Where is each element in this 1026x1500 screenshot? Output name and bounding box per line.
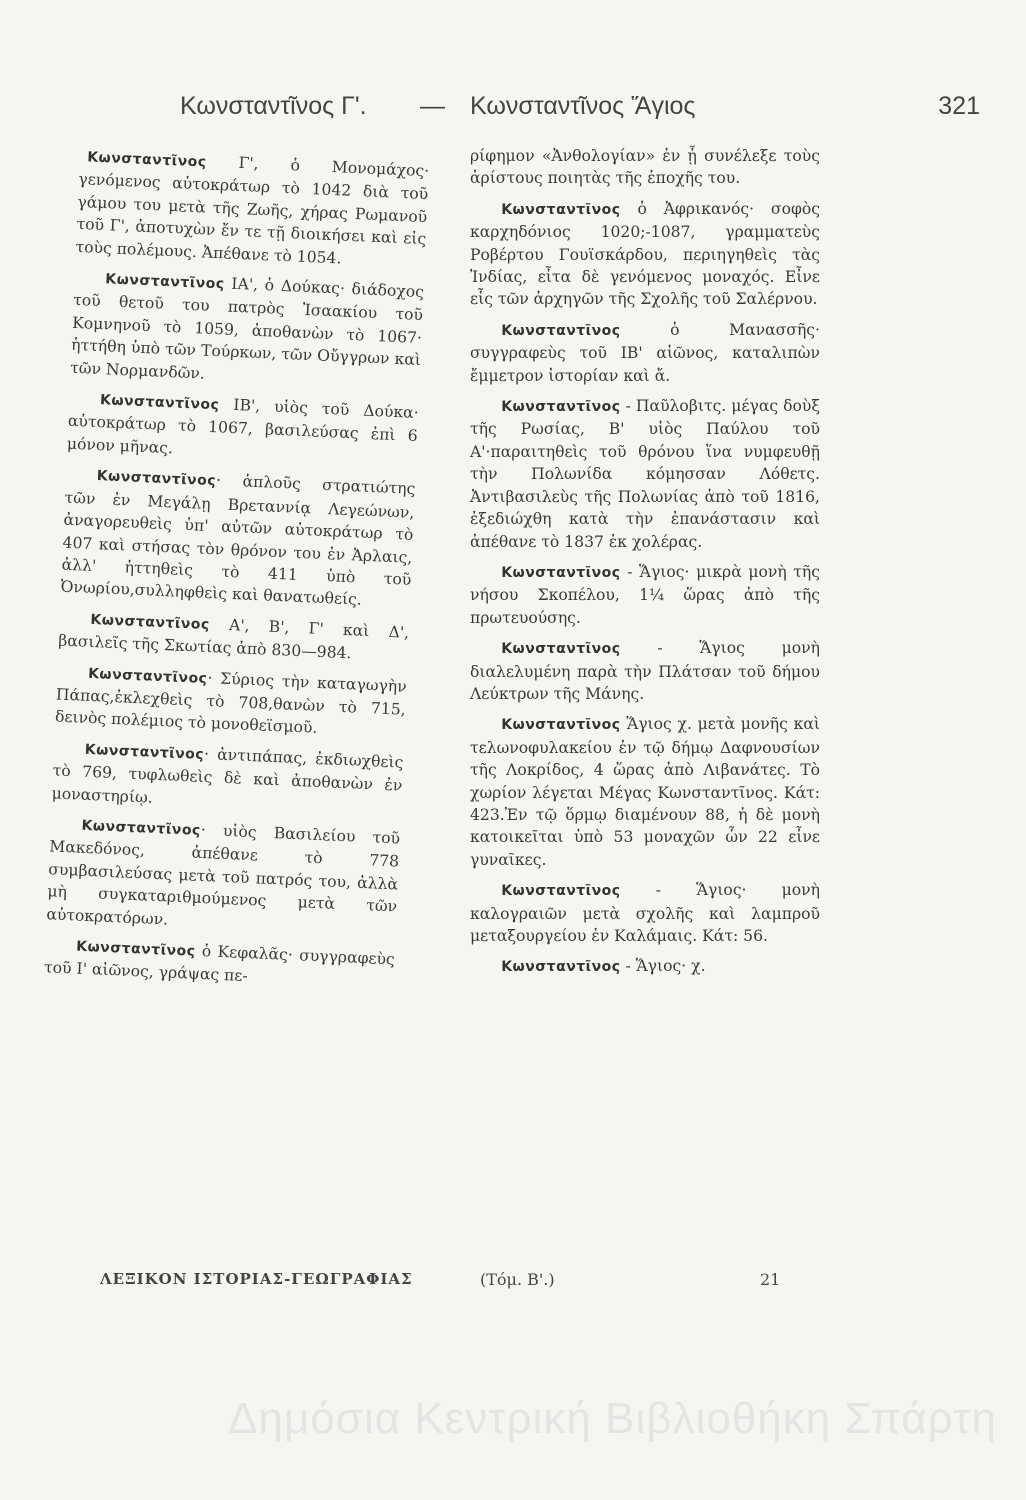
entry-headword: Κωνσταντῖνος [501, 717, 621, 734]
entry-text: Α', Β', Γ' καὶ Δ', βασιλεῖς τῆς Σκωτίας ἀπὸ 830—984. [57, 615, 410, 663]
dictionary-entry [60, 463, 416, 614]
volume-label: (Τόμ. Β'.) [480, 1270, 555, 1289]
dictionary-entry [470, 319, 820, 387]
page-footer [100, 1270, 840, 1300]
entry-headword: Κωνσταντῖνος [86, 149, 207, 171]
page-number: 321 [938, 92, 980, 120]
dictionary-entry [66, 387, 419, 470]
entry-headword: Κωνσταντῖνος [90, 611, 211, 633]
entry-text: · ἁπλοῦς στρατιώτης τῶν ἐν Μεγάλῃ Βρεταννίᾳ Λεγεώνων, ἀναγορευθεὶς ὑπ' αὐτῶν αὐτοκράτωρ τὸ 407 καὶ στήσας τὸν θρόνον του ἐν Ἀρλαις, ἀλλ' ἡττηθεὶς τὸ 411 ὑπὸ τοῦ Ὀνωρίου,συλληφθεὶς καὶ θανατωθείς. [60, 471, 416, 610]
dictionary-entry [470, 198, 820, 311]
dictionary-entry [75, 145, 430, 273]
entry-headword: Κωνσταντῖνος [501, 564, 621, 581]
entry-headword: Κωνσταντῖνος [501, 201, 621, 218]
entry-headword: Κωνσταντῖνος [501, 641, 621, 658]
dictionary-entry [470, 561, 820, 629]
entry-text: - Ἅγιος μονὴ διαλελυμένη παρὰ τὴν Πλάτσαν τοῦ δήμου Λεύκτρων τῆς Μάνης. [470, 639, 820, 703]
left-column [43, 145, 429, 1002]
book-title: ΛΕΞΙΚΟΝ ΙΣΤΟΡΙΑΣ-ΓΕΩΓΡΑΦΙΑΣ [100, 1270, 413, 1288]
entry-text: - Ἅγιος· μονὴ καλογραιῶν μετὰ σχολῆς καὶ λαμπροῦ μεταξουργείου ἐν Καλάμαις. Κάτ: 56. [470, 881, 820, 945]
entry-text: ΙΑ', ὁ Δούκας· διάδοχος τοῦ θετοῦ του πατρὸς Ἰσαακίου τοῦ Κομνηνοῦ τὸ 1059, ἀποθανὼν τὸ 1067· ἡττήθη ὑπὸ τῶν Τούρκων, τῶν Οὔγγρων καὶ τῶν Νορμανδῶν. [69, 274, 425, 383]
entry-text: - Ἅγιος· μικρὰ μονὴ τῆς νήσου Σκοπέλου, 1¼ ὥρας ἀπὸ τῆς πρωτευούσης. [470, 562, 820, 627]
dictionary-entry [470, 395, 820, 553]
header-right-title: Κωνσταντῖνος Ἅγιος [470, 92, 696, 120]
entry-headword: Κωνσταντῖνος [501, 883, 621, 900]
entry-text: · ἀντιπάπας, ἐκδιωχθεὶς τὸ 769, τυφλωθεὶς δὲ καὶ ἀποθανὼν ἐν μοναστηρίῳ. [51, 744, 404, 807]
entry-headword: Κωνσταντῖνος [84, 741, 205, 763]
dictionary-entry [470, 879, 820, 947]
entry-text: ΙΒ', υἱὸς τοῦ Δούκα· αὐτοκράτωρ τὸ 1067, βασιλεύσας ἐπὶ 6 μόνον μῆνας. [66, 396, 420, 458]
dictionary-entry [55, 660, 408, 743]
signature-mark: 21 [760, 1270, 781, 1289]
entry-headword: Κωνσταντῖνος [501, 959, 621, 976]
entry-headword: Κωνσταντῖνος [87, 665, 208, 687]
dictionary-entry [470, 637, 820, 705]
entry-text: · Σύριος τὴν καταγωγὴν Πάπας,ἐκλεχθεὶς τὸ 708,θανὼν τὸ 715, δεινὸς πολέμιος τὸ μονοθεϊσμοῦ. [54, 668, 408, 738]
entry-text: Γ', ὁ Μονομάχος· γενόμενος αὐτοκράτωρ τὸ 1042 διὰ τοῦ γάμου του μετὰ τῆς Ζωῆς, χήρας Ρωμανοῦ τοῦ Γ', ἀποτυχὼν ἔν τε τῇ διοικήσει καὶ εἰς τοὺς πολέμους. Ἀπέθανε τὸ 1054. [75, 153, 430, 268]
running-header [180, 92, 980, 132]
entry-headword: Κωνσταντῖνος [75, 938, 196, 960]
library-watermark: Δημόσια Κεντρική Βιβλιοθήκη Σπάρτη [228, 1394, 997, 1443]
entry-text: ὁ Κεφαλᾶς· συγγραφεὺς τοῦ Ι' αἰῶνος, γράψας πε- [43, 942, 396, 986]
dictionary-entry [46, 812, 401, 940]
entry-headword: Κωνσταντῖνος [501, 399, 621, 416]
entry-text: ὁ Ἀφρικανός· σοφὸς καρχηδόνιος 1020;-1087, γραμματεὺς Ροβέρτου Γουϊσκάρδου, περιηγηθεὶς τὰς Ἰνδίας, εἶτα δὲ γενόμενος μοναχός. Εἶνε εἷς τῶν ἀρχηγῶν τῆς Σχολῆς τοῦ Σαλέρνου. [470, 199, 820, 309]
header-left-title: Κωνσταντῖνος Γ'. [180, 92, 367, 120]
right-column [470, 145, 820, 987]
entry-text: - Παῦλοβιτς. μέγας δοὺξ τῆς Ρωσίας, Β' υἱὸς Παύλου τοῦ Α'·παραιτηθεὶς τοῦ θρόνου ἵνα νυμφευθῇ τὴν Πολωνίδα κόμησσαν Λόθετς. Ἀντιβασιλεὺς τῆς Πολωνίας ἀπὸ τοῦ 1816, ἐξεδιώχθη κατὰ τὴν ἐπανάστασιν καὶ ἀπέθανε τὸ 1837 ἐκ χολέρας. [470, 397, 820, 551]
dictionary-entry [58, 606, 410, 667]
dictionary-entry [44, 933, 396, 994]
dictionary-entry [470, 955, 820, 978]
entry-headword: Κωνσταντῖνος [105, 271, 225, 293]
dictionary-entry [70, 266, 425, 394]
entry-headword: Κωνσταντῖνος [501, 322, 621, 339]
entry-headword: Κωνσταντῖνος [99, 392, 220, 414]
header-dash: — [420, 92, 445, 120]
entry-text: · υἱὸς Βασιλείου τοῦ Μακεδόνος, ἀπέθανε τὸ 778 συμβασιλεύσας μετὰ τοῦ πατρός του, ἀλλὰ μὴ συγκαταριθμούμενος μετὰ τῶν αὐτοκρατόρων. [46, 820, 401, 929]
entry-headword: Κωνσταντῖνος [81, 817, 202, 839]
entry-text: - Ἅγιος· χ. [625, 957, 706, 976]
dictionary-entry [51, 736, 404, 819]
entry-headword: Κωνσταντῖνος [96, 468, 217, 490]
entry-text: Ἅγιος χ. μετὰ μονῆς καὶ τελωνοφυλακείου ἐν τῷ δήμῳ Δαφνουσίων τῆς Λοκρίδος, 4 ὥρας ἀπὸ Λιβανάτες. Τὸ χωρίον λέγεται Μέγας Κωνσταντῖνος. Κάτ: 423.Ἐν τῷ ὅρμῳ διαμένουν 88, ἡ δὲ μονὴ κατοικεῖται ὑπὸ 53 μοναχῶν ὧν 22 εἶνε γυναῖκες. [470, 715, 820, 869]
entry-text: ὁ Μανασσῆς· συγγραφεὺς τοῦ ΙΒ' αἰῶνος, καταλιπὼν ἔμμετρον ἱστορίαν καὶ ἄ. [470, 320, 820, 385]
continued-text: ρίφημον «Ἀνθολογίαν» ἐν ᾗ συνέλεξε τοὺς ἀρίστους ποιητὰς τῆς ἐποχῆς του. [470, 147, 820, 188]
dictionary-entry [470, 713, 820, 871]
